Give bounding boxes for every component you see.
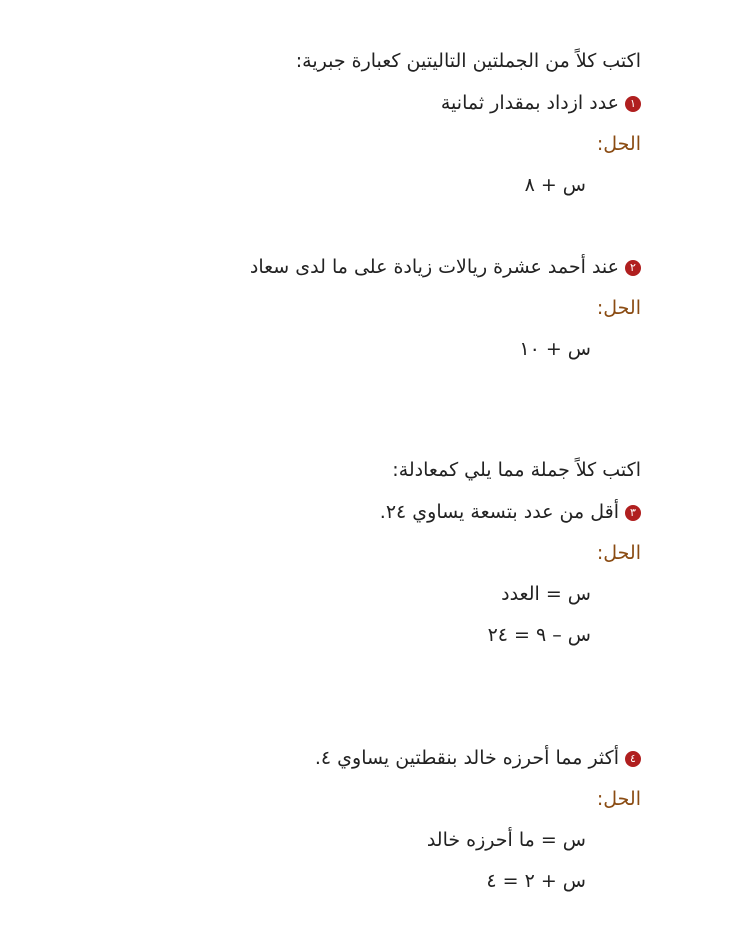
solution-2-line-1: س + ١٠ [519,338,591,360]
question-2-text: عند أحمد عشرة ريالات زيادة على ما لدى سعاد [249,256,619,278]
solution-label-3: الحل: [596,542,641,564]
solution-1-line-1: س + ٨ [524,174,586,196]
number-badge-2: ٢ [625,260,641,276]
question-3 [380,499,641,525]
section2-heading: اكتب كلاً جملة مما يلي كمعادلة: [392,459,641,481]
number-badge-3: ٣ [625,505,641,521]
question-4-text: أكثر مما أحرزه خالد بنقطتين يساوي ٤. [314,747,619,769]
question-2 [250,254,641,280]
solution-4-line-1: س = ما أحرزه خالد [426,829,586,851]
solution-label-4: الحل: [596,788,641,810]
question-4 [315,745,641,771]
solution-label-1: الحل: [596,133,641,155]
number-badge-4: ٤ [625,751,641,767]
number-badge-1: ١ [625,96,641,112]
question-1 [441,90,641,116]
question-1-text: عدد ازداد بمقدار ثمانية [440,92,619,114]
solution-3-line-2: س – ٩ = ٢٤ [487,624,591,646]
solution-label-2: الحل: [596,297,641,319]
solution-3-line-1: س = العدد [501,583,591,605]
solution-4-line-2: س + ٢ = ٤ [486,870,586,892]
question-3-text: أقل من عدد بتسعة يساوي ٢٤. [379,501,619,523]
section1-heading: اكتب كلاً من الجملتين التاليتين كعبارة جبرية: [295,50,641,72]
